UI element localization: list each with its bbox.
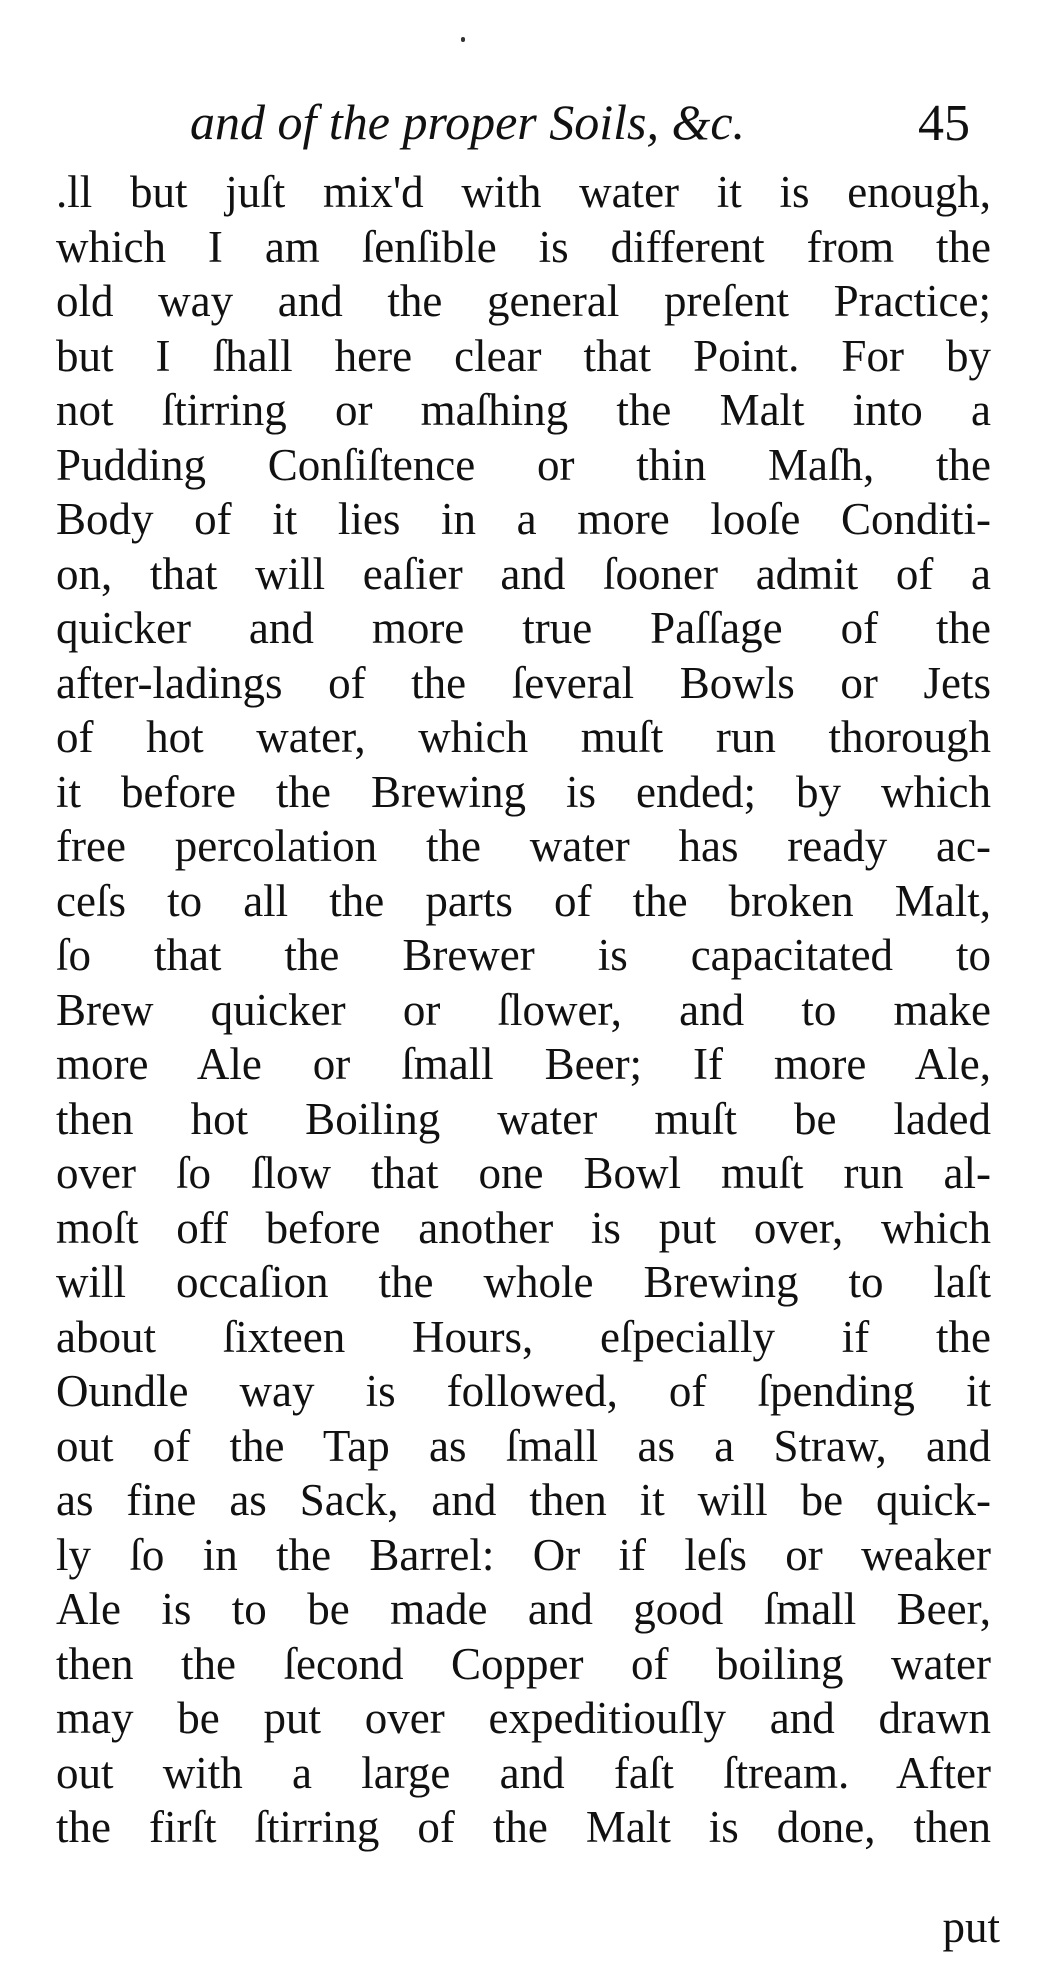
text-line: which I am ſenſible is different from the <box>56 221 991 272</box>
text-line: quicker and more true Paſſage of the <box>56 603 991 653</box>
text-line: it before the Brewing is ended; by which <box>56 766 991 817</box>
text-line: Body of it lies in a more looſe Conditi- <box>56 494 991 544</box>
text-line: moſt off before another is put over, which <box>56 1202 991 1253</box>
ink-speck <box>461 37 465 42</box>
text-line: .ll but juſt mix'd with water it is enough, <box>56 167 991 217</box>
text-line: Pudding Conſiſtence or thin Maſh, the <box>56 439 991 490</box>
text-line: may be put over expeditiouſly and drawn <box>56 1693 991 1743</box>
text-line: ly ſo in the Barrel: Or if leſs or weaker <box>56 1529 991 1580</box>
text-line: will occaſion the whole Brewing to laſt <box>56 1257 991 1307</box>
running-title: and of the proper Soils, &c. <box>190 94 746 150</box>
body-text <box>56 165 991 1855</box>
text-line: then hot Boiling water muſt be laded <box>56 1093 991 1144</box>
text-line: Ale is to be made and good ſmall Beer, <box>56 1584 991 1634</box>
text-line: out of the Tap as ſmall as a Straw, and <box>56 1420 991 1471</box>
text-line: old way and the general preſent Practice; <box>56 276 991 326</box>
text-line: as fine as Sack, and then it will be quick- <box>56 1475 991 1525</box>
text-line: ceſs to all the parts of the broken Malt, <box>56 875 991 926</box>
text-line: Oundle way is followed, of ſpending it <box>56 1366 991 1416</box>
text-line: ſo that the Brewer is capacitated to <box>56 930 991 980</box>
page-number: 45 <box>918 95 970 152</box>
text-line: of hot water, which muſt run thorough <box>56 712 991 762</box>
text-line: over ſo ſlow that one Bowl muſt run al- <box>56 1148 991 1198</box>
text-line: free percolation the water has ready ac- <box>56 821 991 871</box>
text-line: about ſixteen Hours, eſpecially if the <box>56 1311 991 1362</box>
text-line: not ſtirring or maſhing the Malt into a <box>56 385 991 435</box>
page-header <box>180 92 990 162</box>
text-line: the firſt ſtirring of the Malt is done, then <box>56 1802 991 1852</box>
text-line: but I ſhall here clear that Point. For by <box>56 330 991 381</box>
text-line: out with a large and faſt ſtream. After <box>56 1747 991 1798</box>
text-line: then the ſecond Copper of boiling water <box>56 1638 991 1689</box>
text-line: on, that will eaſier and ſooner admit of a <box>56 548 991 599</box>
text-line: Brew quicker or ſlower, and to make <box>56 984 991 1035</box>
text-line: after-ladings of the ſeveral Bowls or Jets <box>56 657 991 708</box>
catchword: put <box>942 1902 1000 1952</box>
text-line: more Ale or ſmall Beer; If more Ale, <box>56 1039 991 1089</box>
